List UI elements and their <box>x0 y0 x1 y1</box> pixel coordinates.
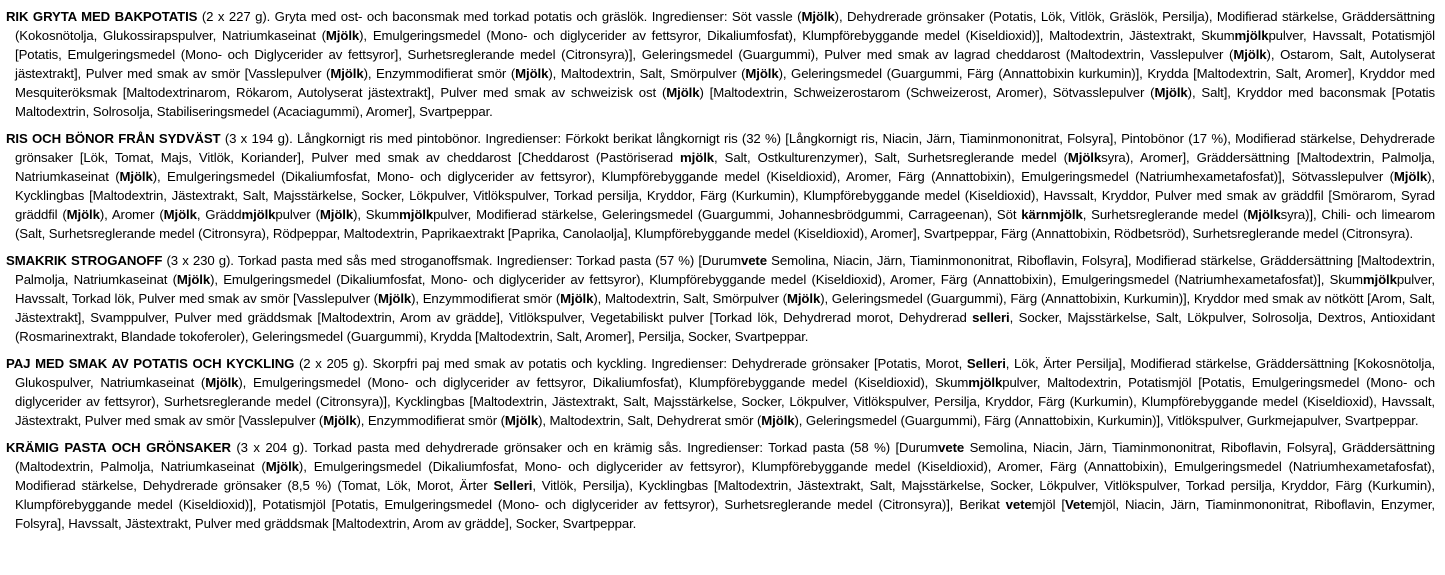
ingredient-text: ), Emulgeringsmedel (Dikaliumfosfat, Mono- och diglycerider av fettsyror), Klumpförebyggande medel (Kiseldioxid), Aromer, Färg (Annattobixin), Emulgeringsmedel (Natriumhexametafosfat)], Sötvasslepulver ( <box>152 169 1394 184</box>
allergen-bold-text: Mjölk <box>666 85 700 100</box>
allergen-bold-text: Mjölk <box>801 9 835 24</box>
allergen-bold-text: Mjölk <box>1154 85 1188 100</box>
allergen-bold-text: Mjölk <box>325 28 360 43</box>
allergen-bold-text: vete <box>740 253 767 268</box>
product-title: RIS OCH BÖNOR FRÅN SYDVÄST <box>6 131 221 146</box>
ingredient-text: ), Emulgeringsmedel (Dikaliumfosfat, Mono- och diglycerider av fettsyror), Klumpförebyggande medel (Kiseldioxid), Aromer, Färg (Annattobixin), Emulgeringsmedel (Natriumhexametafosfat), Modifierad stärkelse, Dehydrerade grönsaker (8,5 %) (Tomat, Lök, Morot, Ärter <box>15 459 1435 493</box>
allergen-bold-text: kärnmjölk <box>1021 207 1083 222</box>
allergen-bold-text: Mjölk <box>119 169 153 184</box>
allergen-bold-text: mjölk <box>968 375 1003 390</box>
ingredient-text: ), Maltodextrin, Salt, Dehydrerat smör ( <box>538 413 762 428</box>
ingredient-text: ), Enzymmodifierat smör ( <box>411 291 561 306</box>
product-paragraph-kramig-pasta-och-gronsaker <box>6 438 1435 533</box>
allergen-bold-text: Mjölk <box>786 291 821 306</box>
allergen-bold-text: Selleri <box>966 356 1006 371</box>
ingredient-text: ), Maltodextrin, Salt, Smörpulver ( <box>548 66 746 81</box>
ingredient-text: ), Kycklingbas [Maltodextrin, Jästextrakt, Salt, Majsstärkelse, Socker, Lökpulver, Vitlökspulver, Torkad persilja, Kryddor, Färg (Kurkumin), Klumpförebyggande medel (Kiseldioxid), Havssalt, Kryddor, Pulver med smak av gräddfil [Smörarom, Syrad gräddfil ( <box>15 169 1435 222</box>
ingredient-text: mjöl [ <box>1031 497 1065 512</box>
ingredient-text: (3 x 230 g). Torkad pasta med sås med stroganoffsmak. Ingredienser: Torkad pasta (57 %) [Durum <box>162 253 741 268</box>
ingredient-text: ), Enzymmodifierat smör ( <box>363 66 516 81</box>
ingredient-text: ), Geleringsmedel (Guargummi, Färg (Annattobixin kurkumin)], Krydda [Maltodextrin, Salt, Aromer], Kryddor med Mesquiteröksmak [Maltodextrinarom, Rökarom, Autolyserat jästextrakt], Pulver med smak av schweizisk ost ( <box>15 66 1435 100</box>
ingredient-text: ), Emulgeringsmedel (Mono- och diglycerider av fettsyror, Dikaliumfosfat), Klumpförebyggande medel (Kiseldioxid)], Maltodextrin, Jästextrakt, Skum <box>359 28 1235 43</box>
ingredient-text: Semolina, Niacin, Järn, Tiaminmononitrat, Riboflavin, Folsyra], Modifierad stärkelse, Gräddersättning [Maltodextrin, Palmolja, Natriumkaseinat ( <box>15 253 1435 287</box>
ingredient-text: ), Skum <box>353 207 400 222</box>
product-title: KRÄMIG PASTA OCH GRÖNSAKER <box>6 440 231 455</box>
ingredient-text: pulver, Havssalt, Potatismjöl [Potatis, Emulgeringsmedel (Mono- och Diglycerider av fettsyror], Surhetsreglerande medel (Citronsyra)], Geleringsmedel (Guargummi), Pulver med smak av lagrad cheddarost (Maltodextrin, Vasslepulver ( <box>15 28 1435 62</box>
ingredient-text: (2 x 227 g). Gryta med ost- och baconsmak med torkad potatis och gräslök. Ingredienser: Söt vassle ( <box>197 9 802 24</box>
ingredient-text: , Salt, Ostkulturenzymer), Salt, Surhetsreglerande medel ( <box>714 150 1068 165</box>
ingredient-text: ), Enzymmodifierat smör ( <box>356 413 505 428</box>
allergen-bold-text: Mjölk <box>761 413 795 428</box>
allergen-bold-text: Mjölk <box>745 66 779 81</box>
ingredient-text: syra), Aromer], Gräddersättning [Maltodextrin, Palmolja, Natriumkaseinat ( <box>15 150 1435 184</box>
ingredient-text: syra)], Chili- och limearom (Salt, Surhetsreglerande medel (Citronsyra), Rödpeppar, Maltodextrin, Paprikaextrakt [Paprika, Canolaolja], Klumpförebyggande medel (Kiseldioxid), Aromer], Svartpeppar, Färg (Annattobixin, Rödbetsröd), Surhetsreglerande medel (Citronsyra). <box>15 207 1435 241</box>
ingredient-text: mjöl, Niacin, Järn, Tiaminmononitrat, Riboflavin, Enzymer, Folsyra], Havssalt, Jästextrakt, Pulver med gräddsmak [Maltodextrin, Arom av grädde], Socker, Svartpeppar. <box>15 497 1435 531</box>
ingredient-text: Semolina, Niacin, Järn, Tiaminmononitrat, Riboflavin, Folsyra], Gräddersättning (Maltodextrin, Palmolja, Natriumkaseinat ( <box>15 440 1435 474</box>
product-title: RIK GRYTA MED BAKPOTATIS <box>6 9 198 24</box>
ingredient-text: ), Geleringsmedel (Guargummi), Färg (Annattobixin, Kurkumin)], Kryddor med smak av nötkött [Arom, Salt, Jästextrakt], Svamppulver, Pulver med gräddsmak [Maltodextrin, Arom av grädde], Vitlökspulver, Vegetabiliskt pulver [Torkad lök, Dehydrerad morot, Dehydrerad <box>15 291 1435 325</box>
allergen-bold-text: Mjölk <box>1067 150 1102 165</box>
allergen-bold-text: mjölk <box>1234 28 1269 43</box>
allergen-bold-text: Mjölk <box>1247 207 1281 222</box>
product-paragraph-paj-med-smak-av-potatis-och-kyckling <box>6 354 1435 430</box>
allergen-bold-text: Mjölk <box>205 375 239 390</box>
product-title: PAJ MED SMAK AV POTATIS OCH KYCKLING <box>6 356 295 371</box>
allergen-bold-text: vete <box>938 440 965 455</box>
allergen-bold-text: Mjölk <box>176 272 211 287</box>
allergen-bold-text: mjölk <box>680 150 714 165</box>
ingredient-text: ), Geleringsmedel (Guargummi), Färg (Annattobixin, Kurkumin)], Vitlökspulver, Gurkmejapulver, Svartpeppar. <box>794 413 1419 428</box>
ingredient-text: ), Maltodextrin, Salt, Smörpulver ( <box>593 291 787 306</box>
allergen-bold-text: Mjölk <box>319 207 354 222</box>
ingredient-text: ), Emulgeringsmedel (Dikaliumfosfat, Mono- och diglycerider av fettsyror), Klumpförebyggande medel (Kiseldioxid), Aromer, Färg (Annattobixin), Emulgeringsmedel (Natriumhexametafosfat)], Skum <box>210 272 1363 287</box>
ingredient-text: ), Dehydrerade grönsaker (Potatis, Lök, Vitlök, Gräslök, Persilja), Modifierad stärkelse, Gräddersättning (Kokosnötolja, Glukossirapspulver, Natriumkaseinat ( <box>15 9 1435 43</box>
ingredient-text: pulver, Modifierad stärkelse, Geleringsmedel (Guargummi, Johannesbrödgummi, Carrageenan), Söt <box>433 207 1022 222</box>
ingredient-text: , Socker, Majsstärkelse, Salt, Lökpulver, Solrosolja, Dextros, Antioxidant (Rosmarinextrakt, Blandade tokoferoler), Geleringsmedel (Guargummi), Krydda [Maltodextrin, Salt, Aromer], Persilja, Socker, Svartpeppar. <box>15 310 1435 344</box>
allergen-bold-text: Mjölk <box>330 66 364 81</box>
allergen-bold-text: vete <box>1005 497 1032 512</box>
ingredient-text: ), Aromer ( <box>99 207 164 222</box>
allergen-bold-text: Mjölk <box>504 413 539 428</box>
ingredient-text: (2 x 205 g). Skorpfri paj med smak av potatis och kyckling. Ingredienser: Dehydrerade grönsaker [Potatis, Morot, <box>294 356 967 371</box>
allergen-bold-text: Mjölk <box>377 291 412 306</box>
product-paragraph-smakrik-stroganoff <box>6 251 1435 346</box>
ingredient-text: , Lök, Ärter Persilja], Modifierad stärkelse, Gräddersättning [Kokosnötolja, Glukospulver, Natriumkaseinat ( <box>15 356 1436 390</box>
allergen-bold-text: Mjölk <box>66 207 100 222</box>
ingredient-text: , Surhetsreglerande medel ( <box>1082 207 1248 222</box>
allergen-bold-text: mjölk <box>241 207 276 222</box>
ingredient-text: (3 x 194 g). Långkornigt ris med pintobönor. Ingredienser: Förkokt berikat långkornigt ris (32 %) [Långkornigt ris, Niacin, Järn, Tiaminmononitrat, Folsyra], Pintobönor (17 %), Modifierad stärkelse, Dehydrerade grönsaker [Lök, Tomat, Majs, Vitlök, Koriander], Pulver med smak av cheddarost [Cheddarost (Pastöriserad <box>15 131 1436 165</box>
ingredient-text: , Grädd <box>196 207 242 222</box>
allergen-bold-text: Selleri <box>493 478 533 493</box>
product-paragraph-rik-gryta-med-bakpotatis <box>6 7 1435 121</box>
ingredient-text: ), Emulgeringsmedel (Mono- och diglycerider av fettsyror, Dikaliumfosfat), Klumpförebyggande medel (Kiseldioxid), Skum <box>238 375 969 390</box>
allergen-bold-text: Mjölk <box>515 66 549 81</box>
allergen-bold-text: selleri <box>972 310 1010 325</box>
allergen-bold-text: mjölk <box>399 207 434 222</box>
allergen-bold-text: Mjölk <box>1233 47 1267 62</box>
allergen-bold-text: Mjölk <box>163 207 197 222</box>
ingredient-text: ) [Maltodextrin, Schweizerostarom (Schweizerost, Aromer), Sötvasslepulver ( <box>699 85 1155 100</box>
allergen-bold-text: Mjölk <box>560 291 594 306</box>
ingredient-text: pulver, Maltodextrin, Potatismjöl [Potatis, Emulgeringsmedel (Mono- och diglycerider av fettsyror), Surhetsreglerande medel (Citronsyra)], Kycklingbas [Maltodextrin, Jästextrakt, Salt, Majsstärkelse, Socker, Lökpulver, Vitlökspulver, Persilja, Kryddor, Färg (Kurkumin), Klumpförebyggande medel (Kiseldioxid), Havssalt, Jästextrakt, Pulver med smak av smör [Vasslepulver ( <box>15 375 1435 428</box>
allergen-bold-text: Mjölk <box>265 459 299 474</box>
ingredient-text: , Vitlök, Persilja), Kycklingbas [Maltodextrin, Jästextrakt, Salt, Majsstärkelse, Socker, Lökpulver, Vitlökspulver, Torkad persilja, Kryddor, Färg (Kurkumin), Klumpförebyggande medel (Kiseldioxid)], Potatismjöl [Potatis, Emulgeringsmedel (Mono- och diglycerider av fettsyror), Surhetsreglerande medel (Citronsyra)], Berikat <box>15 478 1435 512</box>
ingredient-text: ), Salt], Kryddor med baconsmak [Potatis Maltodextrin, Solrosolja, Stabiliseringsmedel (Acaciagummi), Aromer], Svartpeppar. <box>15 85 1435 119</box>
allergen-bold-text: Vete <box>1064 497 1092 512</box>
ingredient-text: ), Ostarom, Salt, Autolyserat jästextrakt], Pulver med smak av smör [Vasslepulver ( <box>15 47 1435 81</box>
ingredient-text: pulver ( <box>275 207 320 222</box>
ingredient-paragraphs <box>6 7 1435 533</box>
ingredient-text: pulver, Havssalt, Torkad lök, Pulver med smak av smör [Vasslepulver ( <box>15 272 1435 306</box>
allergen-bold-text: Mjölk <box>323 413 357 428</box>
product-paragraph-ris-och-bonor-fran-sydvast <box>6 129 1435 243</box>
allergen-bold-text: mjölk <box>1362 272 1397 287</box>
allergen-bold-text: Mjölk <box>1393 169 1428 184</box>
ingredient-text: (3 x 204 g). Torkad pasta med dehydrerade grönsaker och en krämig sås. Ingredienser: Torkad pasta (58 %) [Durum <box>230 440 939 455</box>
product-title: SMAKRIK STROGANOFF <box>6 253 163 268</box>
